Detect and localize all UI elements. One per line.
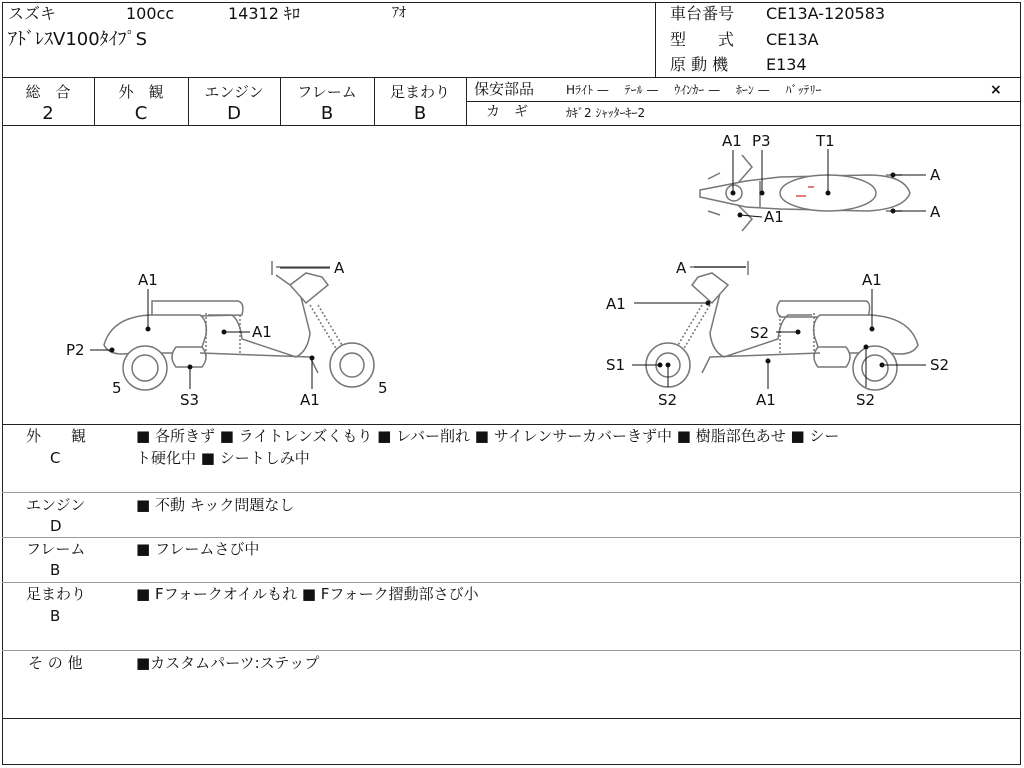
type-value: CE13A bbox=[766, 30, 819, 49]
label-top-A1-low: A1 bbox=[764, 208, 784, 226]
mileage: 14312 ｷﾛ bbox=[228, 4, 300, 23]
label-right-S2-right: S2 bbox=[930, 356, 950, 374]
engine-label: 原 動 機 bbox=[670, 55, 729, 74]
rule bbox=[2, 718, 1021, 719]
rule bbox=[2, 424, 1021, 425]
label-right-S2-bottom-right: S2 bbox=[856, 391, 876, 409]
label-right-S2-bottom-left: S2 bbox=[658, 391, 678, 409]
note-text-suspension: ■ Fフォークオイルもれ ■ Fフォーク摺動部さび小 bbox=[136, 585, 479, 603]
label-left-A1-mid: A1 bbox=[252, 323, 272, 341]
note-grade-engine: D bbox=[50, 517, 62, 535]
grade-header-overall: 総 合 bbox=[25, 83, 71, 101]
frame-no: CE13A-120583 bbox=[766, 4, 886, 23]
grade-header-frame: フレーム bbox=[297, 83, 357, 101]
maker: スズキ bbox=[8, 4, 57, 23]
grade-suspension: B bbox=[413, 103, 427, 124]
label-top-T1: T1 bbox=[816, 132, 835, 150]
note-text-other: ■カスタムパーツ:ステップ bbox=[136, 654, 320, 672]
label-left-A1-bottom: A1 bbox=[300, 391, 320, 409]
note-label-engine: エンジン bbox=[26, 496, 86, 514]
safety-title: 保安部品 bbox=[474, 80, 535, 98]
label-left-A1-top: A1 bbox=[138, 271, 158, 289]
label-right-A1-top: A1 bbox=[862, 271, 882, 289]
label-top-A1: A1 bbox=[722, 132, 742, 150]
color: ｱｵ bbox=[392, 5, 406, 21]
note-label-exterior: 外 観 bbox=[26, 427, 87, 445]
label-left-S3: S3 bbox=[180, 391, 200, 409]
label-right-S2-mid: S2 bbox=[750, 324, 770, 342]
label-left-5b: 5 bbox=[378, 379, 388, 397]
grade-frame: B bbox=[320, 103, 334, 124]
note-text-exterior-2: ト硬化中 ■ シートしみ中 bbox=[136, 449, 310, 467]
grade-header-engine: エンジン bbox=[204, 83, 264, 101]
grid-line bbox=[188, 77, 189, 125]
label-right-A1-bottom: A1 bbox=[756, 391, 776, 409]
rule bbox=[2, 492, 1021, 493]
damage-diagram bbox=[0, 125, 1024, 425]
rule bbox=[2, 77, 1021, 78]
grade-header-exterior: 外 観 bbox=[118, 83, 164, 101]
rule bbox=[2, 537, 1021, 538]
label-left-A: A bbox=[334, 259, 345, 277]
battery-mark: × bbox=[990, 82, 1002, 98]
type-label: 型 式 bbox=[670, 30, 735, 49]
grade-header-suspension: 足まわり bbox=[389, 83, 450, 101]
note-grade-frame: B bbox=[50, 561, 61, 579]
model-name: ｱﾄﾞﾚｽV100ﾀｲﾌﾟS bbox=[8, 29, 148, 50]
note-grade-exterior: C bbox=[50, 449, 61, 467]
safety-items: Hﾗｲﾄ — ﾃｰﾙ — ｳｲﾝｶｰ — ﾎｰﾝ — ﾊﾞｯﾃﾘｰ bbox=[566, 83, 822, 97]
key-label: カ ギ bbox=[486, 104, 528, 120]
grid-line bbox=[374, 77, 375, 125]
rule bbox=[466, 101, 1021, 102]
note-grade-suspension: B bbox=[50, 607, 61, 625]
grid-line bbox=[280, 77, 281, 125]
label-left-5a: 5 bbox=[112, 379, 122, 397]
label-right-S1: S1 bbox=[606, 356, 626, 374]
grade-exterior: C bbox=[134, 103, 148, 124]
note-text-engine: ■ 不動 キック問題なし bbox=[136, 496, 295, 514]
label-top-A-lower: A bbox=[930, 203, 941, 221]
note-text-frame: ■ フレームさび中 bbox=[136, 540, 260, 558]
frame-no-label: 車台番号 bbox=[670, 4, 735, 23]
rule bbox=[2, 582, 1021, 583]
label-top-P3: P3 bbox=[752, 132, 771, 150]
header-divider bbox=[655, 2, 656, 77]
note-label-suspension: 足まわり bbox=[26, 585, 87, 603]
grade-engine: D bbox=[227, 103, 241, 124]
label-right-A1-left: A1 bbox=[606, 295, 626, 313]
note-label-other: そ の 他 bbox=[28, 654, 83, 672]
rule bbox=[2, 650, 1021, 651]
label-left-P2: P2 bbox=[66, 341, 85, 359]
note-text-exterior: ■ 各所きず ■ ライトレンズくもり ■ レバー削れ ■ サイレンサーカバーきず中 ■ 樹脂部色あせ ■ シー bbox=[136, 427, 840, 445]
displacement: 100cc bbox=[126, 4, 175, 23]
note-label-frame: フレーム bbox=[26, 540, 86, 558]
label-top-A-upper: A bbox=[930, 166, 941, 184]
grade-overall: 2 bbox=[42, 103, 54, 124]
grid-line bbox=[94, 77, 95, 125]
engine-value: E134 bbox=[766, 55, 807, 74]
label-right-A: A bbox=[676, 259, 687, 277]
key-value: ｶｷﾞ2 ｼｬｯﾀｰｷｰ2 bbox=[566, 106, 646, 120]
